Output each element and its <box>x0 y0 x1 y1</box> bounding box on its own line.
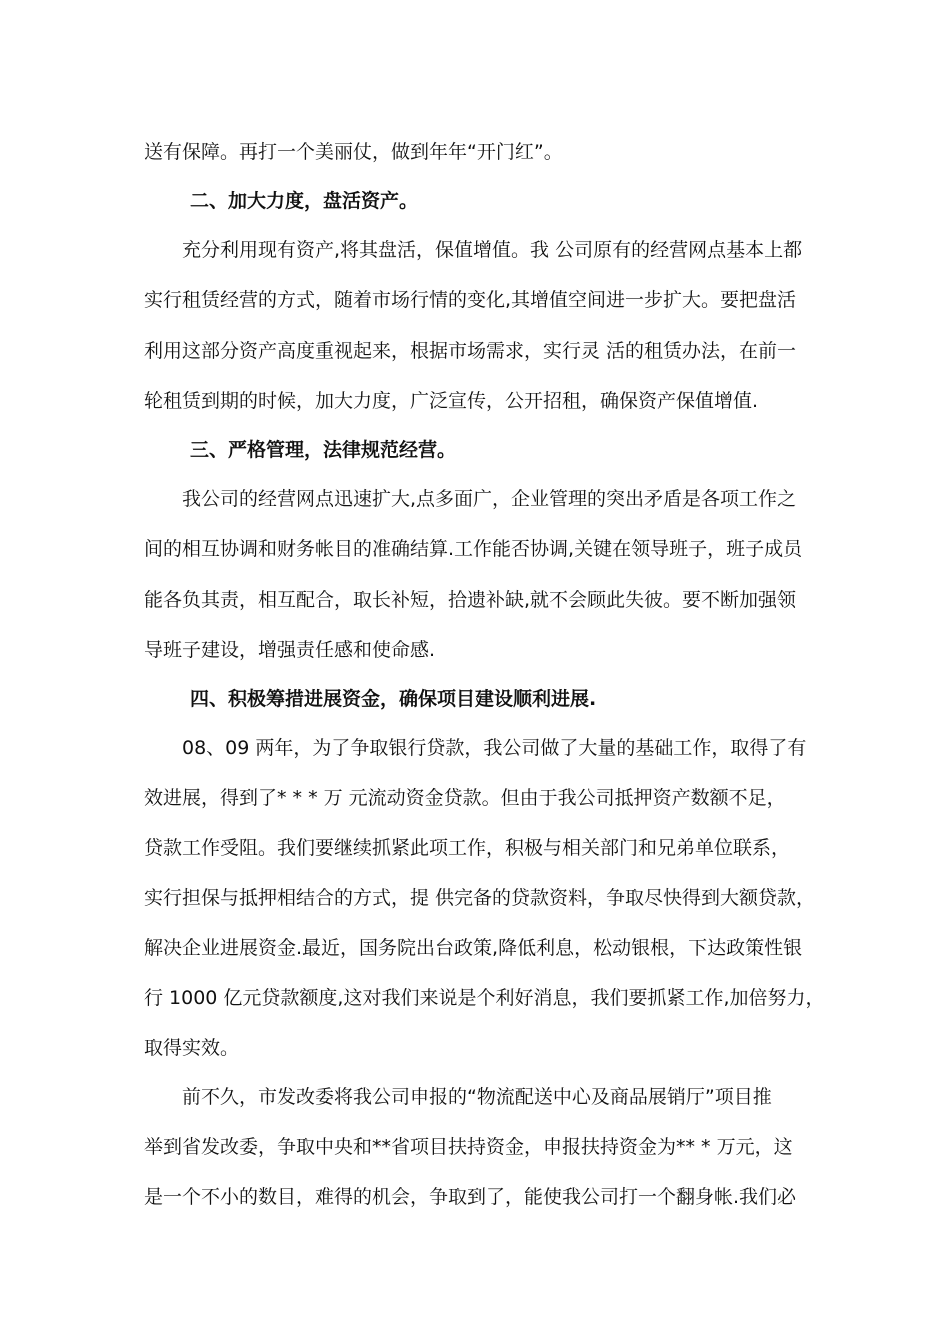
paragraph-line: 间的相互协调和财务帐目的准确结算.工作能否协调,关键在领导班子，班子成员 <box>144 538 803 560</box>
paragraph-line: 实行担保与抵押相结合的方式，提 供完备的贷款资料，争取尽快得到大额贷款， <box>144 887 816 909</box>
paragraph-line: 我公司的经营网点迅速扩大,点多面广，企业管理的突出矛盾是各项工作之 <box>182 488 797 510</box>
paragraph-line: 贷款工作受阻。我们要继续抓紧此项工作，积极与相关部门和兄弟单位联系， <box>144 837 791 859</box>
paragraph-line: 导班子建设，增强责任感和使命感. <box>144 639 436 661</box>
paragraph-line: 08、09 两年，为了争取银行贷款，我公司做了大量的基础工作，取得了有 <box>182 737 807 759</box>
paragraph-line: 是一个不小的数目，难得的机会，争取到了，能使我公司打一个翻身帐.我们必 <box>144 1186 797 1208</box>
paragraph-line: 效进展，得到了* * * 万 元流动资金贷款。但由于我公司抵押资产数额不足， <box>144 787 786 809</box>
paragraph-line: 充分利用现有资产,将其盘活，保值增值。我 公司原有的经营网点基本上都 <box>182 239 803 261</box>
paragraph-line: 能各负其责，相互配合，取长补短，拾遗补缺,就不会顾此失彼。要不断加强领 <box>144 589 797 611</box>
paragraph-line: 轮租赁到期的时候，加大力度，广泛宣传，公开招租，确保资产保值增值. <box>144 390 759 412</box>
paragraph-line: 行 1000 亿元贷款额度,这对我们来说是个利好消息，我们要抓紧工作,加倍努力， <box>144 987 825 1009</box>
section-heading-3: 三、严格管理，法律规范经营。 <box>190 439 457 461</box>
section-heading-4: 四、积极筹措进展资金，确保项目建设顺利进展. <box>190 688 597 710</box>
section-heading-2: 二、加大力度，盘活资产。 <box>190 190 419 212</box>
paragraph-line: 实行租赁经营的方式，随着市场行情的变化,其增值空间进一步扩大。要把盘活 <box>144 289 797 311</box>
paragraph-line: 利用这部分资产高度重视起来，根据市场需求，实行灵 活的租赁办法，在前一 <box>144 340 797 362</box>
paragraph-line: 送有保障。再打一个美丽仗，做到年年“开门红”。 <box>144 141 563 163</box>
paragraph-line: 举到省发改委，争取中央和**省项目扶持资金，申报扶持资金为** * 万元，这 <box>144 1136 793 1158</box>
paragraph-line: 前不久，市发改委将我公司申报的“物流配送中心及商品展销厅”项目推 <box>182 1086 772 1108</box>
paragraph-line: 取得实效。 <box>144 1037 240 1059</box>
paragraph-line: 解决企业进展资金.最近，国务院出台政策,降低利息，松动银根，下达政策性银 <box>144 937 803 959</box>
